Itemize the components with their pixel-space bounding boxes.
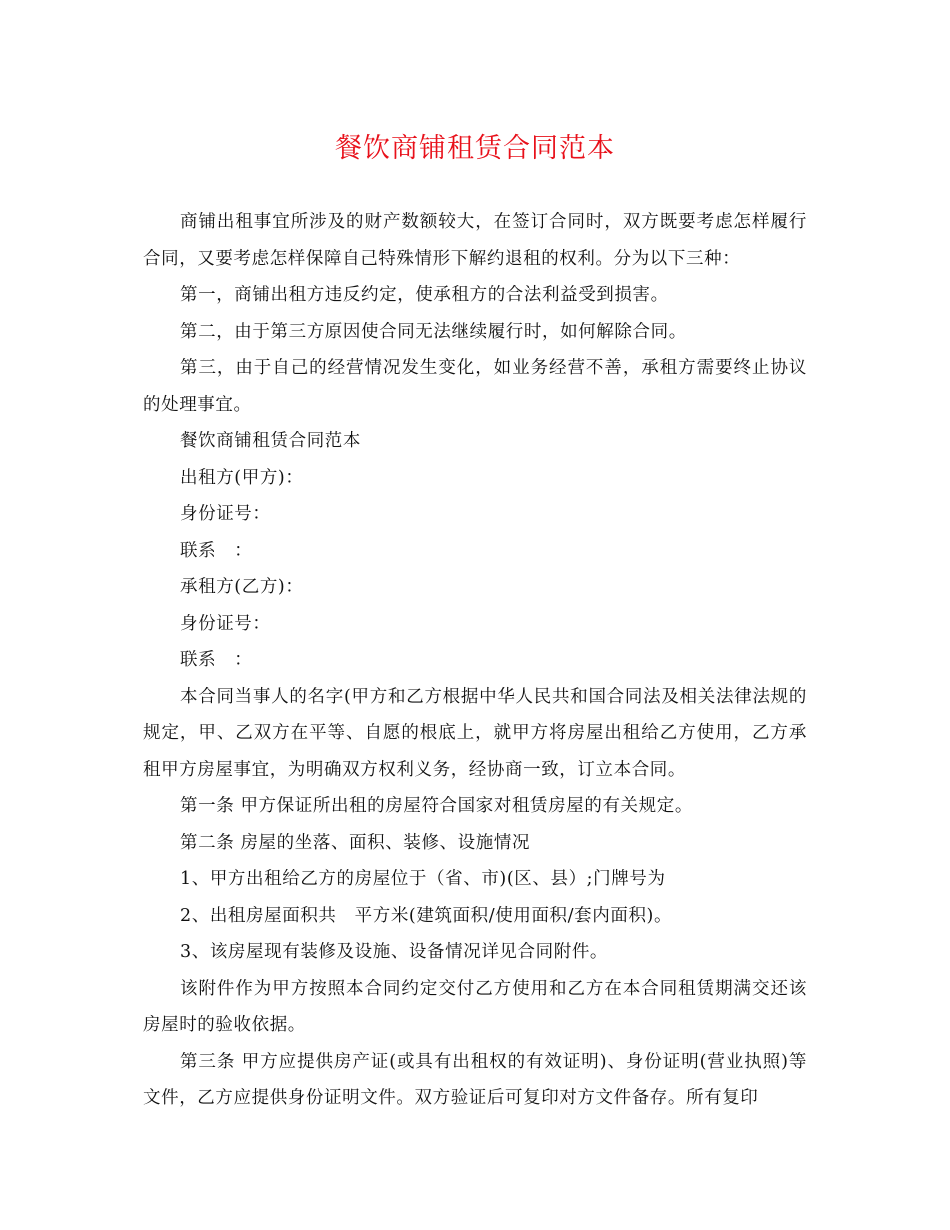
- lessor-contact-line: 联系 ：: [180, 540, 253, 561]
- paragraph-intro: 商铺出租事宜所涉及的财产数额较大，在签订合同时，双方既要考虑怎样履行合同，又要考虑怎样保障自己特殊情形下解约退租的权利。分为以下三种：: [143, 212, 807, 269]
- contract-preamble: 本合同当事人的名字(甲方和乙方根据中华人民共和国合同法及相关法律法规的规定，甲、乙双方在平等、自愿的根底上，就甲方将房屋出租给乙方使用，乙方承租甲方房屋事宜，为明确双方权利义务，经协商一致，订立本合同。: [143, 686, 807, 780]
- lessor-line: 出租方(甲方)：: [180, 467, 304, 488]
- lessee-contact-line: 联系 ：: [180, 650, 253, 670]
- lessee-id-line: 身份证号：: [180, 613, 271, 634]
- article-one: 第一条 甲方保证所出租的房屋符合国家对租赁房屋的有关规定。: [180, 796, 693, 816]
- contract-heading: 餐饮商铺租赁合同范本: [180, 431, 361, 451]
- article-two: 第二条 房屋的坐落、面积、装修、设施情况: [180, 832, 531, 853]
- article-two-item-2: 2、出租房屋面积共 平方米(建筑面积/使用面积/套内面积)。: [180, 905, 673, 926]
- article-two-item-1: 1、甲方出租给乙方的房屋位于（省、市)(区、县）;门牌号为: [180, 869, 666, 889]
- paragraph-second: 第二，由于第三方原因使合同无法继续履行时，如何解除合同。: [180, 321, 687, 342]
- paragraph-first: 第一，商铺出租方违反约定，使承租方的合法利益受到损害。: [180, 285, 669, 305]
- article-three: 第三条 甲方应提供房产证(或具有出租权的有效证明)、身份证明(营业执照)等文件，乙方应提供身份证明文件。双方验证后可复印对方文件备存。所有复印: [143, 1051, 807, 1108]
- lessee-line: 承租方(乙方)：: [180, 577, 304, 597]
- attachment-note: 该附件作为甲方按照本合同约定交付乙方使用和乙方在本合同租赁期满交还该房屋时的验收依据。: [143, 978, 807, 1035]
- paragraph-third: 第三，由于自己的经营情况发生变化，如业务经营不善，承租方需要终止协议的处理事宜。: [143, 358, 807, 415]
- lessor-id-line: 身份证号：: [180, 504, 271, 524]
- article-two-item-3: 3、该房屋现有装修及设施、设备情况详见合同附件。: [180, 942, 609, 962]
- document-body: [143, 204, 807, 1117]
- document-title: 餐饮商铺租赁合同范本: [335, 133, 615, 164]
